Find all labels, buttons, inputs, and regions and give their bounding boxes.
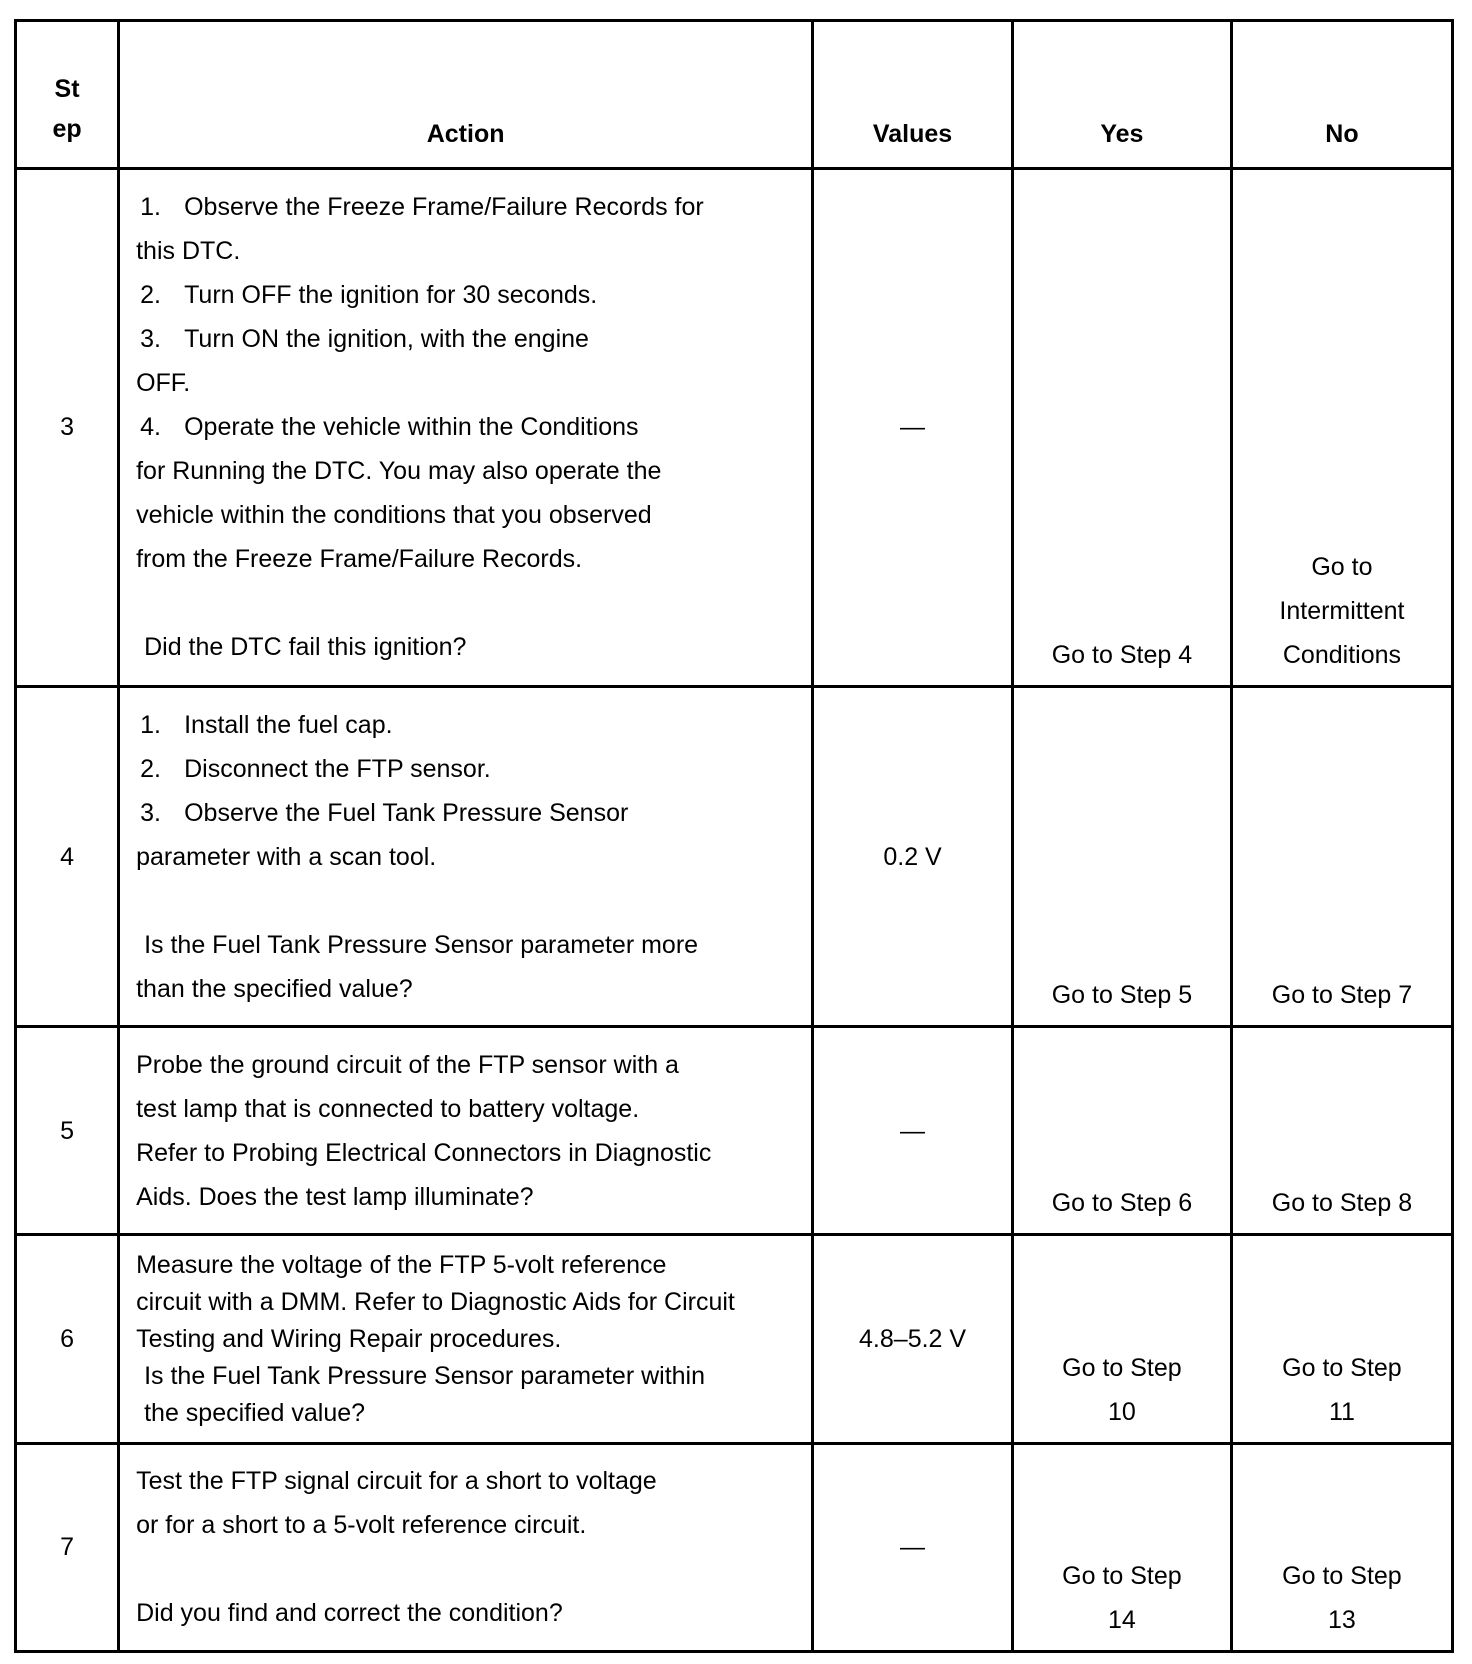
table-header-row <box>16 21 1453 169</box>
action-line: Measure the voltage of the FTP 5-volt reference <box>136 1250 667 1279</box>
values-cell: 4.8–5.2 V <box>813 1235 1013 1443</box>
action-line: for Running the DTC. You may also operate the <box>136 457 662 486</box>
action-cell <box>119 1443 813 1651</box>
yes-line: 14 <box>1108 1606 1136 1634</box>
no-cell: Go to Step 8 <box>1231 1027 1452 1235</box>
action-question: the specified value? <box>144 1398 366 1427</box>
yes-cell <box>1012 1235 1231 1443</box>
action-line: vehicle within the conditions that you observed <box>136 501 652 530</box>
no-cell <box>1231 168 1452 687</box>
yes-cell <box>1012 1443 1231 1651</box>
action-line: from the Freeze Frame/Failure Records. <box>136 545 583 574</box>
table-row <box>16 1027 1453 1235</box>
action-cell <box>119 168 813 687</box>
step-number: 7 <box>16 1443 119 1651</box>
action-line: OFF. <box>136 369 191 398</box>
action-question: than the specified value? <box>136 974 413 1003</box>
action-line: circuit with a DMM. Refer to Diagnostic Aids for Circuit <box>136 1287 735 1316</box>
action-line: Test the FTP signal circuit for a short to voltage <box>136 1467 657 1496</box>
action-question: Did you find and correct the condition? <box>136 1599 563 1628</box>
values-cell: — <box>813 1443 1013 1651</box>
action-line: 2. Turn OFF the ignition for 30 seconds. <box>140 281 598 310</box>
yes-line: Go to Step <box>1062 1562 1182 1590</box>
action-cell <box>119 687 813 1027</box>
table-row <box>16 168 1453 687</box>
action-cell <box>119 1235 813 1443</box>
no-line: Intermittent <box>1279 597 1405 626</box>
values-cell: — <box>813 168 1013 687</box>
no-line: 13 <box>1328 1606 1356 1634</box>
action-line: 3. Turn ON the ignition, with the engine <box>140 325 589 354</box>
no-line: 11 <box>1328 1397 1355 1426</box>
table-row <box>16 1235 1453 1443</box>
step-number: 3 <box>16 168 119 687</box>
no-line: Go to Step <box>1282 1353 1402 1382</box>
no-line: Go to <box>1311 553 1373 582</box>
action-line: Refer to Probing Electrical Connectors in Diagnostic <box>136 1138 712 1167</box>
no-line: Go to Step <box>1282 1562 1402 1590</box>
action-line: 3. Observe the Fuel Tank Pressure Sensor <box>140 798 629 827</box>
action-line: or for a short to a 5-volt reference circuit. <box>136 1511 587 1540</box>
diagnostic-table-page <box>14 19 1454 1653</box>
action-line: 4. Operate the vehicle within the Conditions <box>140 413 639 442</box>
header-no: No <box>1231 21 1452 169</box>
header-values: Values <box>813 21 1013 169</box>
header-step-line-2: ep <box>52 114 82 143</box>
action-line: Aids. Does the test lamp illuminate? <box>136 1182 534 1211</box>
step-number: 5 <box>16 1027 119 1235</box>
header-action: Action <box>119 21 813 169</box>
no-cell <box>1231 1443 1452 1651</box>
diagnostic-table <box>14 19 1454 1653</box>
no-cell <box>1231 1235 1452 1443</box>
action-line: Testing and Wiring Repair procedures. <box>136 1324 562 1353</box>
action-line: 1. Install the fuel cap. <box>140 710 393 739</box>
action-question: Is the Fuel Tank Pressure Sensor parameter more <box>144 930 699 959</box>
action-line: this DTC. <box>136 237 241 266</box>
table-row <box>16 1443 1453 1651</box>
action-question: Did the DTC fail this ignition? <box>144 633 467 662</box>
header-yes: Yes <box>1012 21 1231 169</box>
yes-cell: Go to Step 4 <box>1012 168 1231 687</box>
values-cell: 0.2 V <box>813 687 1013 1027</box>
action-line: 1. Observe the Freeze Frame/Failure Records for <box>140 193 704 222</box>
action-cell <box>119 1027 813 1235</box>
action-line: parameter with a scan tool. <box>136 842 437 871</box>
action-line: 2. Disconnect the FTP sensor. <box>140 754 491 783</box>
action-question: Is the Fuel Tank Pressure Sensor parameter within <box>144 1361 706 1390</box>
action-line: test lamp that is connected to battery voltage. <box>136 1094 640 1123</box>
table-row <box>16 687 1453 1027</box>
no-cell: Go to Step 7 <box>1231 687 1452 1027</box>
yes-cell: Go to Step 6 <box>1012 1027 1231 1235</box>
values-cell: — <box>813 1027 1013 1235</box>
header-step-line-1: St <box>54 74 80 103</box>
yes-line: Go to Step <box>1062 1353 1182 1382</box>
step-number: 6 <box>16 1235 119 1443</box>
no-line: Conditions <box>1282 641 1402 670</box>
step-number: 4 <box>16 687 119 1027</box>
yes-cell: Go to Step 5 <box>1012 687 1231 1027</box>
action-line: Probe the ground circuit of the FTP sensor with a <box>136 1050 679 1079</box>
yes-line: 10 <box>1108 1397 1136 1426</box>
header-step <box>16 21 119 169</box>
